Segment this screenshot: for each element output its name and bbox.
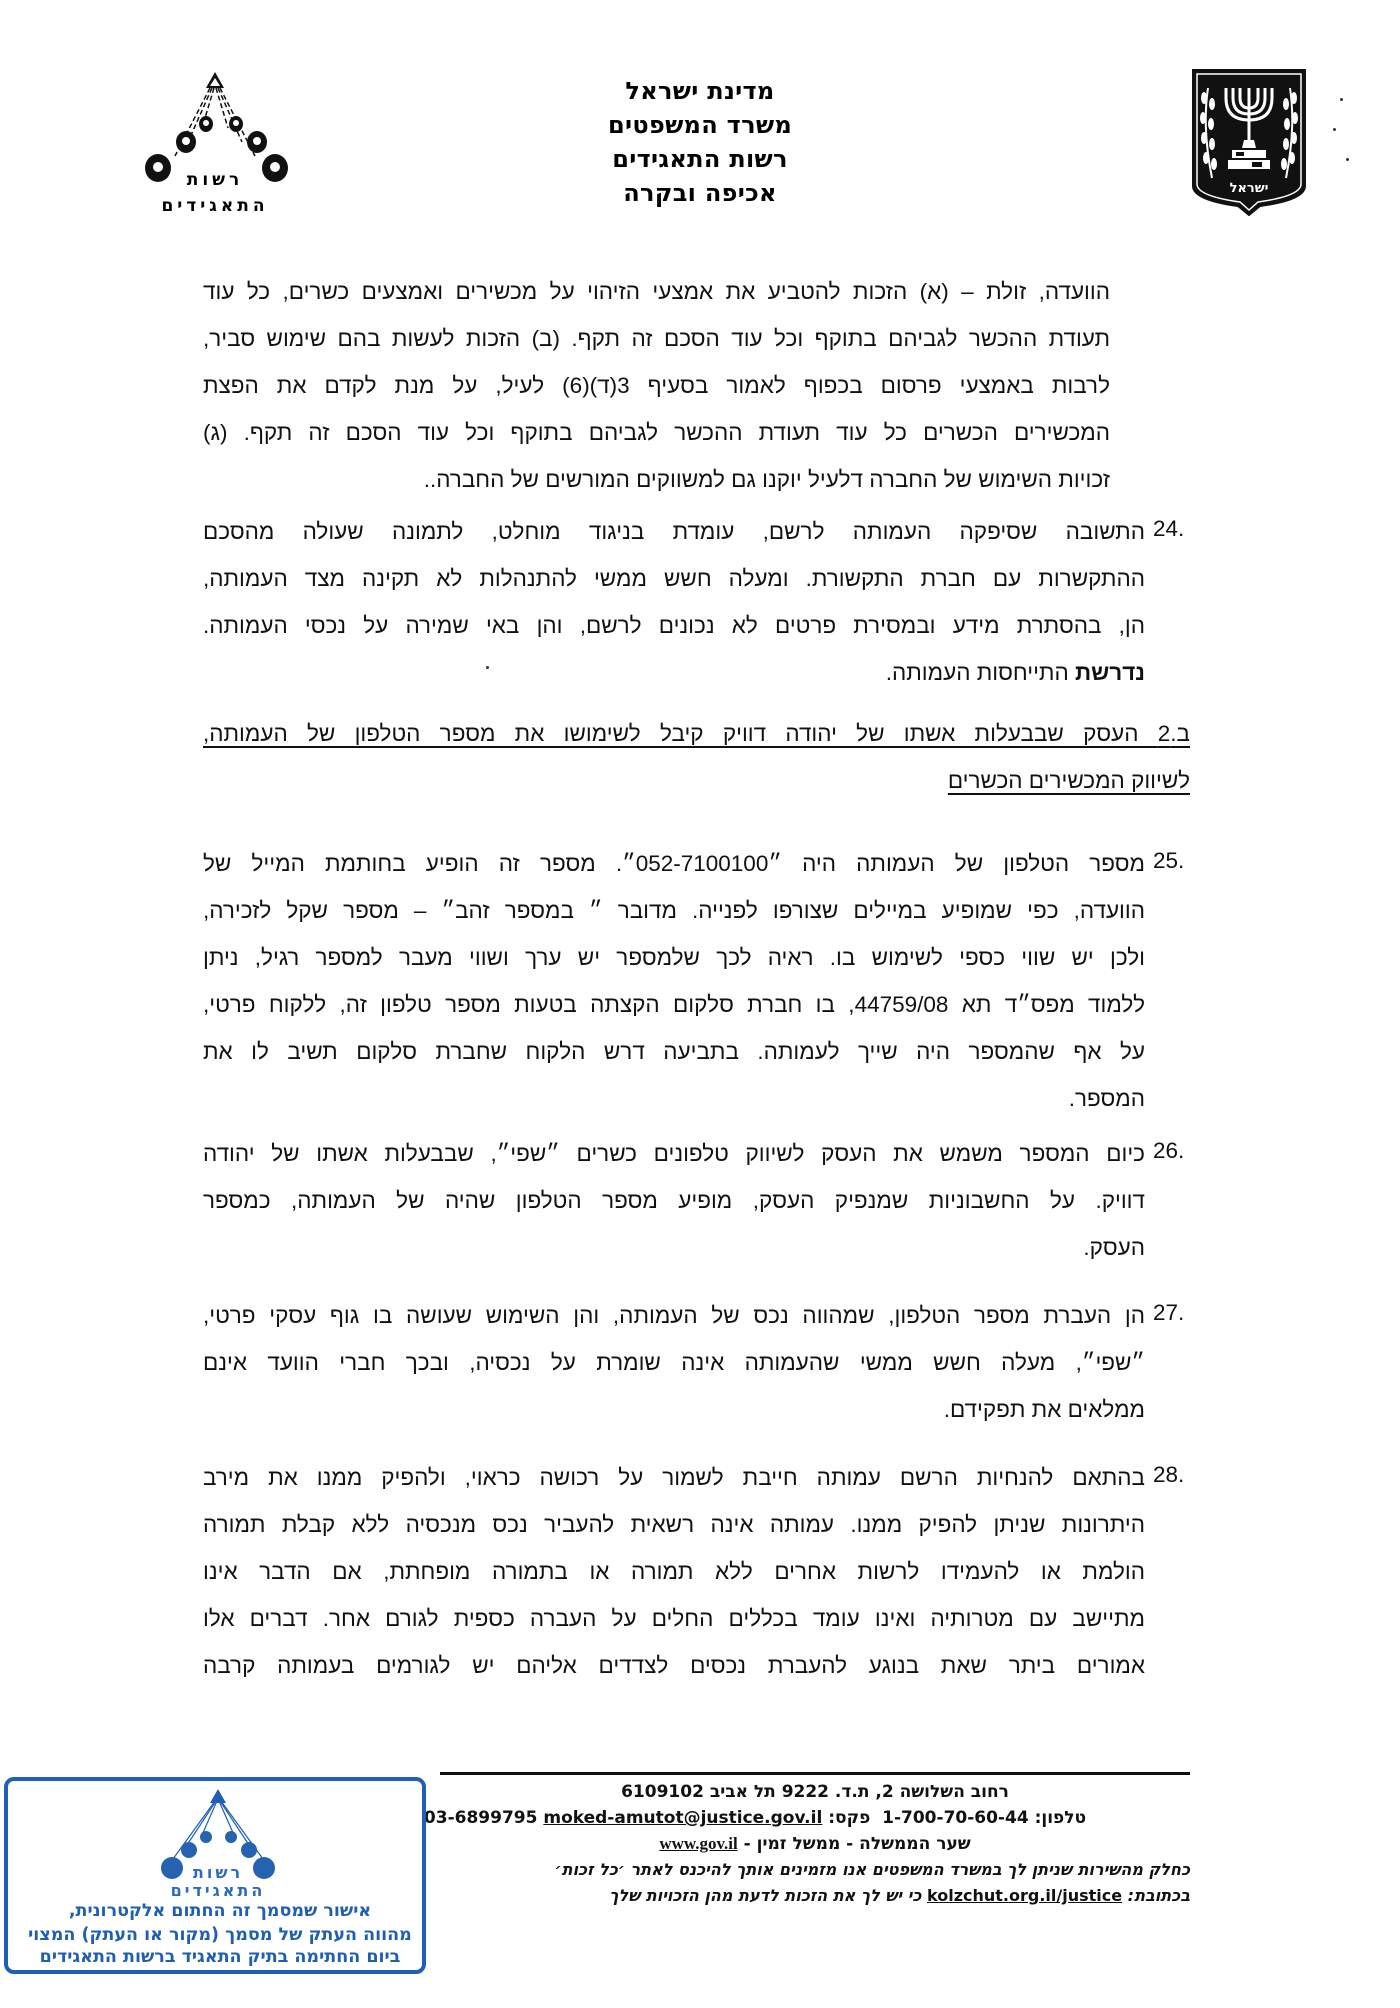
note-address-label: בכתובת: bbox=[1127, 1886, 1190, 1905]
text-line: הן העברת מספר הטלפון, שמהווה נכס של העמותה, והן השימוש שעושה בו גוף עסקי פרטי, bbox=[203, 1303, 1145, 1328]
text-line: ללמוד מפס״ד תא 44759/08, בו חברת סלקום הקצתה בטעות מספר טלפון זה, ללקוח פרטי, bbox=[203, 992, 1145, 1017]
paragraph-26 bbox=[203, 1130, 1145, 1271]
text-line: לרבות באמצעי פרסום בכפוף לאמור בסעיף 3(ד)(6) לעיל, על מנת לקדם את הפצת bbox=[203, 373, 1110, 398]
text-line: כיום המספר משמש את העסק לשיווק טלפונים כשרים ״שפי״, שבבעלות אשתו של יהודה bbox=[203, 1141, 1145, 1166]
footer-divider bbox=[440, 1772, 1190, 1775]
corporations-authority-logo bbox=[140, 66, 290, 226]
svg-text:ישראל: ישראל bbox=[1229, 181, 1269, 196]
text-line: על אף שהמספר היה שייך לעמותה. בתביעה דרש הלקוח שחברת סלקום תשיב לו את bbox=[203, 1039, 1145, 1064]
section-subheading bbox=[203, 710, 1190, 804]
paragraph-28 bbox=[203, 1454, 1145, 1689]
footer-address: רחוב השלושה 2, ת.ד. 9222 תל אביב 6109102 bbox=[621, 1782, 1009, 1802]
text-line: התשובה שסיפקה העמותה לרשם, עומדת בניגוד מוחלט, לתמונה שעולה מהסכם bbox=[203, 519, 1145, 544]
state-emblem bbox=[1190, 68, 1308, 216]
paragraph-number-24: 24. bbox=[1153, 516, 1185, 541]
paragraph-number-28: 28. bbox=[1153, 1462, 1185, 1487]
title-ministry: משרד המשפטים bbox=[608, 111, 792, 139]
note-rights-text: כי יש לך את הזכות לדעת מהן הזכויות שלך bbox=[609, 1886, 922, 1905]
electronic-signature-stamp bbox=[4, 1777, 426, 1974]
gov-portal-label: שער הממשלה - ממשל זמין - bbox=[743, 1834, 971, 1854]
footer-gov-portal bbox=[440, 1832, 1190, 1856]
text-line: בהתאם להנחיות הרשם עמותה חייבת לשמור על רכושה כראוי, ולהפיק ממנו את מירב bbox=[203, 1465, 1145, 1490]
text-line: ולכן יש שווי כספי לשימוש בו. ראיה לכך שלמספר יש ערך ושווי מעבר למספר רגיל, ניתן bbox=[203, 945, 1145, 970]
phone-label: טלפון: bbox=[1034, 1808, 1087, 1828]
text-line: אמורים ביתר שאת בנוגע להעברת נכסים לצדדים אליהם יש לגורמים בעמותה קרבה bbox=[203, 1653, 1145, 1678]
logo-caption-line1: רשות bbox=[186, 170, 244, 190]
text-line: תעודת ההכשר לגביהם בתוקף וכל עוד הסכם זה תקף. (ב) הזכות לעשות בהם שימוש סביר, bbox=[203, 326, 1110, 351]
paragraph-27 bbox=[203, 1292, 1145, 1433]
text-line: מספר הטלפון של העמותה היה ״052-7100100״. מספר זה הופיע בחותמת המייל של bbox=[203, 851, 1145, 876]
text-line: העסק. bbox=[1083, 1235, 1145, 1260]
footer-note-line1: כחלק מהשירות שניתן לך במשרד המשפטים אנו מזמינים אותך להיכנס לאתר ׳כל זכות׳ bbox=[554, 1860, 1190, 1879]
paragraph-24 bbox=[203, 508, 1145, 696]
title-authority: רשות התאגידים bbox=[612, 145, 788, 173]
stamp-logo-caption-line1: רשות bbox=[192, 1863, 244, 1882]
paragraph-number-27: 27. bbox=[1153, 1300, 1185, 1325]
text-line: ״שפי״, מעלה חשש ממשי שהעמותה אינה שומרת על נכסיה, ובכך חברי הוועד אינם bbox=[203, 1350, 1145, 1375]
subheading-line: לשיווק המכשירים הכשרים bbox=[947, 768, 1190, 793]
text-line: הן, בהסתרת מידע ובמסירת פרטים לא נכונים לרשם, והן באי שמירה על נכסי העמותה. bbox=[203, 613, 1145, 638]
stamp-text-line: ביום החתימה בתיק התאגיד ברשות התאגידים bbox=[39, 1947, 401, 1967]
footer-note-line2 bbox=[300, 1884, 1190, 1908]
menorah-emblem-icon bbox=[1190, 68, 1308, 216]
corporations-authority-logo-icon bbox=[140, 66, 290, 186]
text-line: זכויות השימוש של החברה דלעיל יוקנו גם למשווקים המורשים של החברה.. bbox=[423, 467, 1110, 492]
text-line: המכשירים הכשרים כל עוד תעודת ההכשר לגביהם בתוקף וכל עוד הסכם זה תקף. (ג) bbox=[203, 420, 1110, 445]
stamp-text-line: אישור שמסמך זה החתום אלקטרונית, bbox=[68, 1901, 372, 1921]
paragraph-number-25: 25. bbox=[1153, 848, 1185, 873]
footer-contact-line bbox=[320, 1806, 1190, 1830]
text-line bbox=[203, 649, 1145, 696]
intro-paragraph bbox=[203, 268, 1110, 503]
fax-number: 03-6899795 bbox=[423, 1808, 538, 1828]
text-line: הולמת או להעמידו לרשות אחרים ללא תמורה או בתמורה מופחתת, אם הדבר אינו bbox=[203, 1559, 1145, 1584]
paragraph-25 bbox=[203, 840, 1145, 1122]
gov-portal-link[interactable]: www.gov.il bbox=[659, 1834, 738, 1853]
text-line: מתיישב עם מטרותיה ואינו עומד בכללים החלים על העברה כספית לגורם אחר. דברים אלו bbox=[203, 1606, 1145, 1631]
text-line: הוועדה, כפי שמופיע במיילים שצורפו לפנייה. מדובר ״ במספר זהב״ – מספר שקל לזכירה, bbox=[203, 898, 1145, 923]
text-line: היתרונות שניתן להפיק ממנו. עמותה אינה רשאית להעביר נכס מנכסיה ללא קבלת תמורה bbox=[203, 1512, 1145, 1537]
text-line: דוויק. על החשבוניות שמנפיק העסק, מופיע מספר הטלפון שהיה של העמותה, כמספר bbox=[203, 1188, 1145, 1213]
text-line: ההתקשרות עם חברת התקשורת. ומעלה חשש ממשי להתנהלות לא תקינה מצד העמותה, bbox=[203, 566, 1145, 591]
title-state: מדינת ישראל bbox=[625, 77, 775, 105]
kolzchut-link[interactable]: kolzchut.org.il/justice bbox=[927, 1886, 1123, 1905]
paragraph-number-26: 26. bbox=[1153, 1138, 1185, 1163]
stamp-logo-caption-line2: התאגידים bbox=[170, 1881, 266, 1900]
title-department: אכיפה ובקרה bbox=[623, 179, 777, 207]
text-line: הוועדה, זולת – (א) הזכות להטביע את אמצעי הזיהוי על מכשירים ואמצעים כשרים, כל עוד bbox=[203, 279, 1110, 304]
text-line: ממלאים את תפקידם. bbox=[943, 1397, 1145, 1422]
email-link[interactable]: moked-amutot@justice.gov.il bbox=[543, 1808, 823, 1828]
stamp-text-line: מהווה העתק של מסמך (מקור או העתק) המצוי bbox=[28, 1925, 412, 1945]
emphasis-required: נדרשת bbox=[1074, 660, 1145, 685]
subheading-line: ב.2 העסק שבבעלות אשתו של יהודה דוויק קיבל לשימושו את מספר הטלפון של העמותה, bbox=[203, 721, 1190, 746]
fax-label: פקס: bbox=[828, 1808, 871, 1828]
text-fragment: התייחסות העמותה. bbox=[885, 660, 1075, 685]
letterhead-title bbox=[520, 74, 880, 210]
phone-number: 1-700-70-60-44 bbox=[882, 1808, 1029, 1828]
text-line: המספר. bbox=[1068, 1086, 1145, 1111]
logo-caption-line2: התאגידים bbox=[161, 196, 269, 216]
